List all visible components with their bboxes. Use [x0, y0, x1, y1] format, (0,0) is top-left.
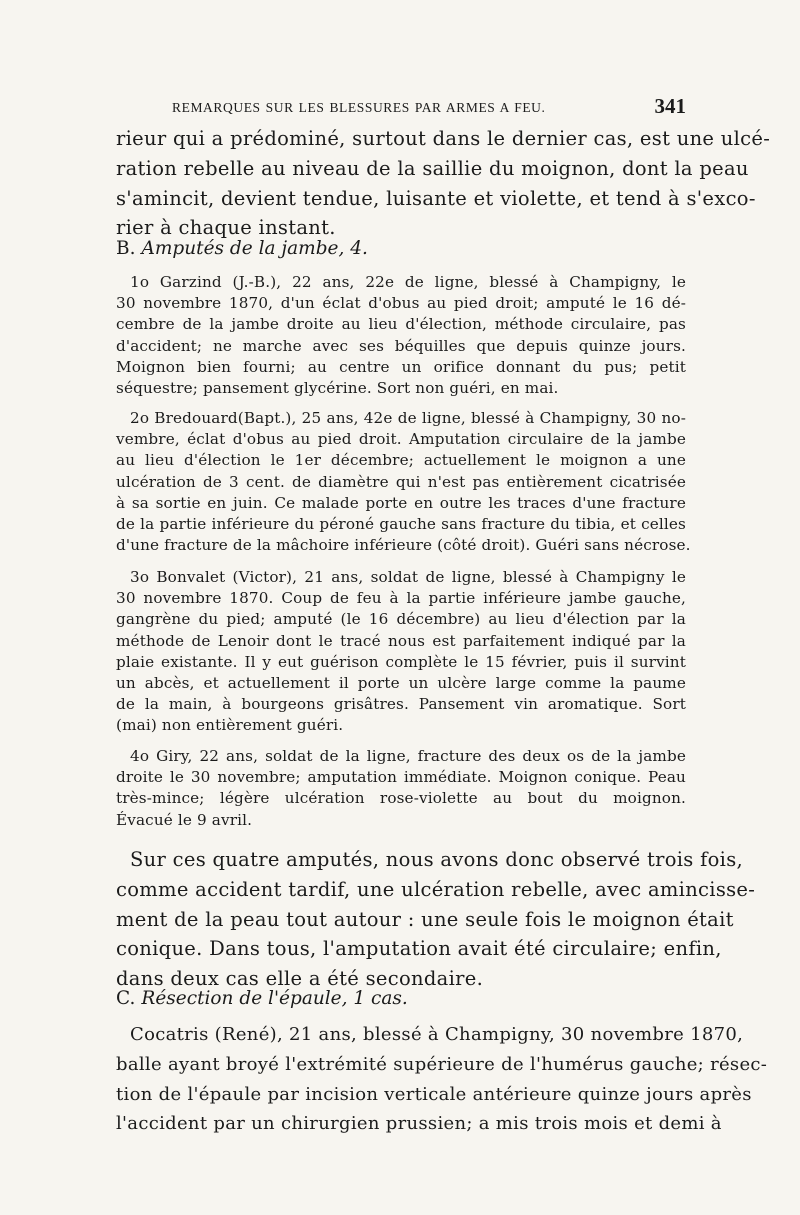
- section-letter: B.: [116, 238, 136, 259]
- case-4: [116, 746, 686, 831]
- text-line: s'amincit, devient tendue, luisante et violette, et tend à s'exco-: [116, 186, 756, 210]
- paragraph-summary: [116, 845, 756, 994]
- section-title: Résection de l'épaule, 1 cas.: [141, 988, 408, 1009]
- text-line: de la main, à bourgeons grisâtres. Pansement vin aromatique. Sort: [116, 695, 686, 714]
- text-line: de la partie inférieure du péroné gauche sans fracture du tibia, et celles: [116, 515, 686, 534]
- section-title: Amputés de la jambe, 4.: [141, 238, 368, 259]
- text-line: 4o Giry, 22 ans, soldat de la ligne, fracture des deux os de la jambe: [130, 747, 686, 765]
- text-line: vembre, éclat d'obus au pied droit. Amputation circulaire de la jambe: [116, 430, 686, 449]
- page-header: [116, 94, 686, 120]
- text-line: ulcération de 3 cent. de diamètre qui n'est pas entièrement cicatrisée: [116, 472, 686, 491]
- text-line: rier à chaque instant.: [116, 216, 336, 240]
- text-line: balle ayant broyé l'extrémité supérieure de l'humérus gauche; résec-: [116, 1053, 768, 1075]
- text-line: tion de l'épaule par incision verticale antérieure quinze jours après: [116, 1083, 752, 1105]
- text-line: Cocatris (René), 21 ans, blessé à Champigny, 30 novembre 1870,: [130, 1024, 744, 1045]
- text-line: d'accident; ne marche avec ses béquilles que depuis quinze jours.: [116, 336, 686, 355]
- text-line: un abcès, et actuellement il porte un ulcère large comme la paume: [116, 674, 686, 693]
- text-line: cembre de la jambe droite au lieu d'élection, méthode circulaire, pas: [116, 315, 686, 334]
- text-line: rieur qui a prédominé, surtout dans le dernier cas, est une ulcé-: [116, 127, 771, 150]
- text-line: 2o Bredouard(Bapt.), 25 ans, 42e de ligne, blessé à Champigny, 30 no-: [130, 409, 686, 427]
- text-line: Moignon bien fourni; au centre un orifice donnant du pus; petit: [116, 357, 686, 376]
- text-line: dans deux cas elle a été secondaire.: [116, 967, 484, 991]
- text-line: Sur ces quatre amputés, nous avons donc observé trois fois,: [130, 848, 744, 871]
- paragraph-cocatris: [116, 1020, 768, 1139]
- text-line: 3o Bonvalet (Victor), 21 ans, soldat de ligne, blessé à Champigny le: [130, 568, 686, 586]
- text-line: 30 novembre 1870. Coup de feu à la partie inférieure jambe gauche,: [116, 589, 686, 608]
- running-title: REMARQUES SUR LES BLESSURES PAR ARMES A FEU.: [172, 100, 546, 115]
- case-1: [116, 272, 686, 399]
- text-line: 30 novembre 1870, d'un éclat d'obus au pied droit; amputé le 16 dé-: [116, 294, 686, 313]
- text-line: (mai) non entièrement guéri.: [116, 716, 344, 735]
- text-line: l'accident par un chirurgien prussien; a mis trois mois et demi à: [116, 1113, 722, 1135]
- case-2: [116, 408, 691, 556]
- page-number: 341: [654, 94, 686, 118]
- section-heading-b: [116, 238, 368, 259]
- paragraph-top: [116, 124, 771, 243]
- text-line: au lieu d'élection le 1er décembre; actuellement le moignon a une: [116, 451, 686, 470]
- text-line: à sa sortie en juin. Ce malade porte en outre les traces d'une fracture: [116, 493, 686, 512]
- text-line: comme accident tardif, une ulcération rebelle, avec amincisse-: [116, 877, 756, 901]
- section-heading-c: [116, 988, 408, 1009]
- text-line: d'une fracture de la mâchoire inférieure (côté droit). Guéri sans nécrose.: [116, 536, 691, 555]
- text-line: méthode de Lenoir dont le tracé nous est parfaitement indiqué par la: [116, 631, 686, 650]
- text-line: ment de la peau tout autour : une seule fois le moignon était: [116, 907, 734, 931]
- case-3: [116, 567, 686, 737]
- text-line: Évacué le 9 avril.: [116, 810, 253, 829]
- text-line: ration rebelle au niveau de la saillie du moignon, dont la peau: [116, 156, 749, 180]
- section-letter: C.: [116, 988, 136, 1009]
- text-line: gangrène du pied; amputé (le 16 décembre) au lieu d'élection par la: [116, 610, 686, 629]
- text-line: droite le 30 novembre; amputation immédiate. Moignon conique. Peau: [116, 768, 686, 787]
- text-line: séquestre; pansement glycérine. Sort non guéri, en mai.: [116, 379, 559, 398]
- text-line: très-mince; légère ulcération rose-violette au bout du moignon.: [116, 789, 686, 808]
- text-line: 1o Garzind (J.-B.), 22 ans, 22e de ligne, blessé à Champigny, le: [130, 273, 686, 291]
- text-line: plaie existante. Il y eut guérison complète le 15 février, puis il survint: [116, 652, 686, 671]
- text-line: conique. Dans tous, l'amputation avait été circulaire; enfin,: [116, 937, 722, 961]
